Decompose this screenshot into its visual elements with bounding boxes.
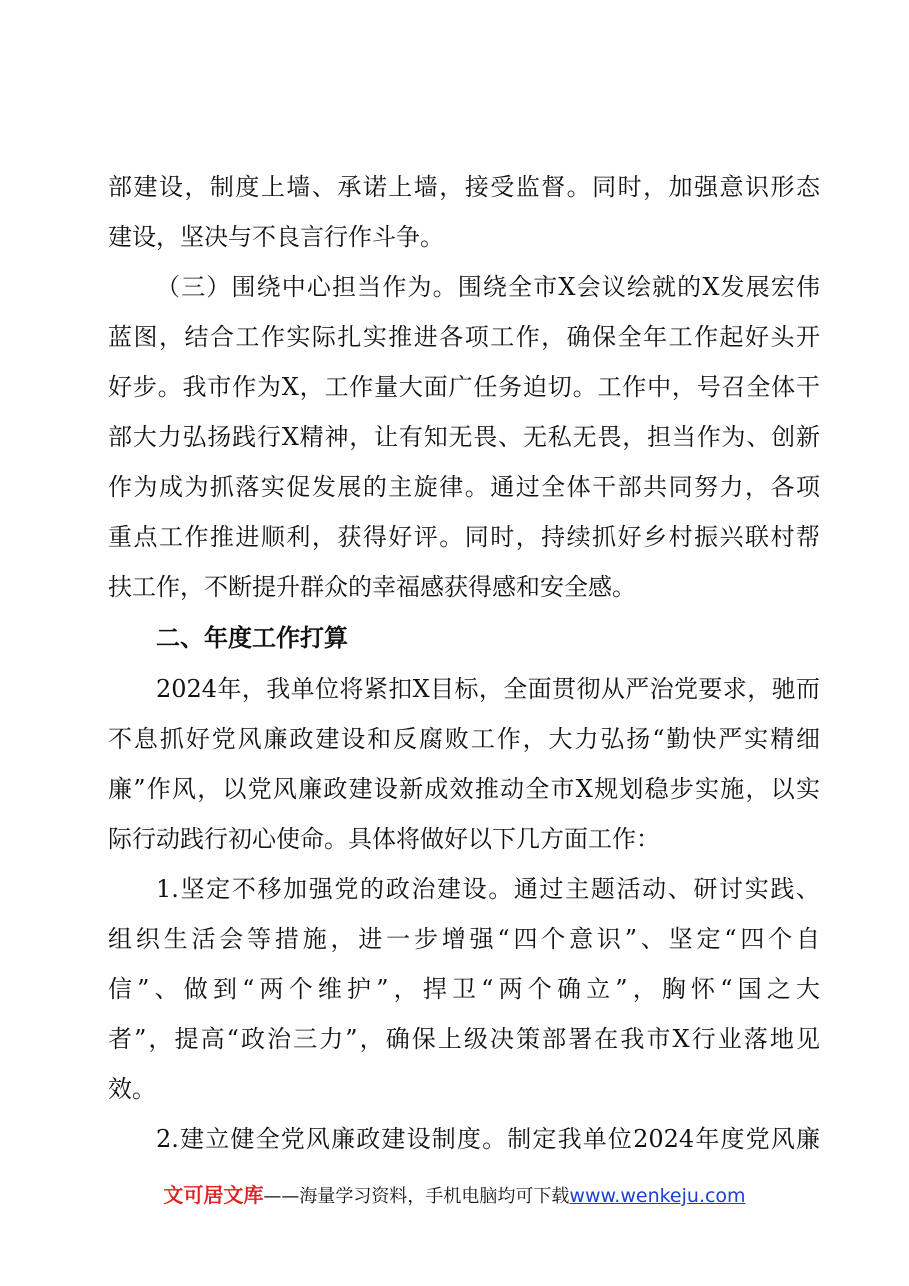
paragraph (108, 162, 820, 262)
text-line: 1.坚定不移加强党的政治建设。通过主题活动、研讨实践、 (156, 875, 820, 903)
text-line: 者”，提高“政治三力”，确保上级决策部署在我市X行业落地见 (108, 1025, 820, 1053)
text-line: （三）围绕中心担当作为。围绕全市X会议绘就的X发展宏伟 (156, 273, 820, 301)
paragraph (108, 664, 820, 864)
text-line: 2024年，我单位将紧扣X目标，全面贯彻从严治党要求，驰而 (156, 675, 820, 703)
text-line: 不息抓好党风廉政建设和反腐败工作，大力弘扬“勤快严实精细 (108, 725, 820, 753)
footer-tagline: ——海量学习资料，手机电脑均可下载 (263, 1186, 570, 1207)
text-line: 效。 (108, 1075, 156, 1103)
text-line: 廉”作风，以党风廉政建设新成效推动全市X规划稳步实施，以实 (108, 775, 820, 803)
text-line: 作为成为抓落实促发展的主旋律。通过全体干部共同努力，各项 (108, 473, 820, 501)
footer-watermark (0, 1180, 909, 1212)
footer-url-link[interactable]: www.wenkeju.com (569, 1185, 746, 1207)
text-line: 好步。我市作为X，工作量大面广任务迫切。工作中，号召全体干 (108, 373, 820, 401)
paragraph (108, 262, 820, 612)
document-body (108, 162, 820, 1164)
text-line: 建设，坚决与不良言行作斗争。 (108, 223, 444, 251)
text-line: 2.建立健全党风廉政建设制度。制定我单位2024年度党风廉 (156, 1125, 820, 1153)
text-line: 部建设，制度上墙、承诺上墙，接受监督。同时，加强意识形态 (108, 173, 820, 201)
text-line: 信”、做到“两个维护”，捍卫“两个确立”，胸怀“国之大 (108, 975, 820, 1003)
paragraph (108, 1114, 820, 1164)
text-line: 部大力弘扬践行X精神，让有知无畏、无私无畏，担当作为、创新 (108, 423, 820, 451)
paragraph (108, 864, 820, 1114)
section-heading: 二、年度工作打算 (156, 624, 348, 652)
text-line: 蓝图，结合工作实际扎实推进各项工作，确保全年工作起好头开 (108, 323, 820, 351)
footer-brand: 文可居文库 (163, 1183, 264, 1207)
text-line: 重点工作推进顺利，获得好评。同时，持续抓好乡村振兴联村帮 (108, 523, 820, 551)
text-line: 组织生活会等措施，进一步增强“四个意识”、坚定“四个自 (108, 925, 820, 953)
text-line: 扶工作，不断提升群众的幸福感获得感和安全感。 (108, 573, 636, 601)
text-line: 际行动践行初心使命。具体将做好以下几方面工作： (108, 825, 660, 853)
